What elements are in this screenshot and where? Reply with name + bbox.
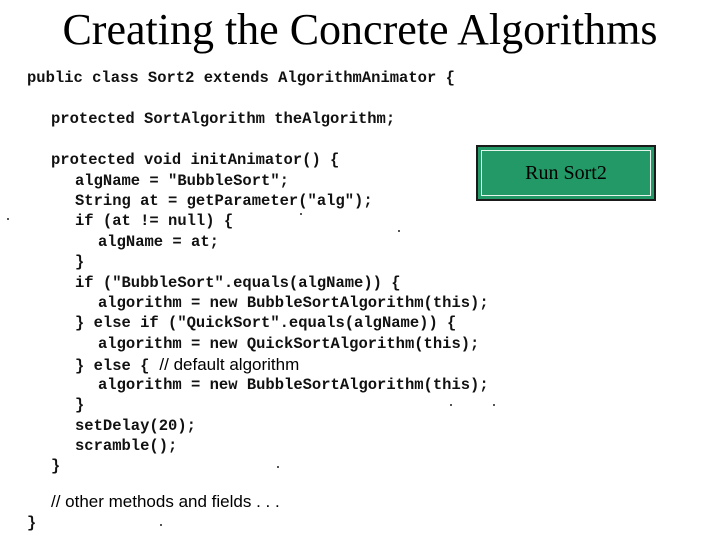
code-line	[51, 151, 339, 169]
code-text: if ("BubbleSort".equals(algName)) {	[75, 274, 401, 292]
slide-title: Creating the Concrete Algorithms	[62, 5, 658, 54]
code-text: }	[51, 457, 61, 475]
scan-speck	[7, 218, 9, 220]
code-text: if (at != null) {	[75, 212, 234, 230]
code-text: public class Sort2 extends AlgorithmAnimator {	[27, 69, 455, 87]
code-text: protected SortAlgorithm theAlgorithm;	[51, 110, 396, 128]
code-line	[27, 514, 36, 532]
run-sort2-button[interactable]	[476, 145, 656, 201]
code-line	[75, 253, 84, 271]
code-text: scramble();	[75, 437, 178, 455]
code-line	[75, 314, 456, 332]
code-text: algorithm = new BubbleSortAlgorithm(this);	[98, 294, 489, 312]
code-line	[98, 233, 219, 251]
code-line	[98, 294, 489, 312]
code-text: protected void initAnimator() {	[51, 151, 340, 169]
scan-speck	[450, 404, 452, 406]
code-line	[75, 396, 84, 414]
code-text: }	[75, 253, 85, 271]
code-line	[75, 212, 233, 230]
code-line	[98, 335, 479, 353]
scan-speck	[160, 524, 162, 526]
code-text: setDelay(20);	[75, 417, 196, 435]
code-text: algorithm = new QuickSortAlgorithm(this);	[98, 335, 480, 353]
code-comment: // default algorithm	[159, 355, 300, 374]
code-line	[51, 492, 280, 512]
code-text: algName = at;	[98, 233, 219, 251]
code-line	[75, 437, 177, 455]
code-text: } else {	[75, 357, 150, 375]
code-text: algName = "BubbleSort";	[75, 172, 289, 190]
code-text: }	[27, 514, 37, 532]
scan-speck	[493, 404, 495, 406]
code-text: }	[75, 396, 85, 414]
code-comment: // other methods and fields . . .	[51, 492, 280, 511]
run-button-label: Run Sort2	[525, 161, 607, 184]
code-text: String at = getParameter("alg");	[75, 192, 373, 210]
code-line	[75, 172, 289, 190]
code-line	[75, 192, 373, 210]
scan-speck	[277, 466, 279, 468]
code-text: } else if ("QuickSort".equals(algName)) {	[75, 314, 457, 332]
code-line	[75, 274, 401, 292]
code-line	[98, 376, 489, 394]
code-line	[75, 417, 196, 435]
code-line	[75, 355, 299, 375]
code-line	[27, 69, 455, 87]
scan-speck	[398, 230, 400, 232]
code-line	[51, 110, 395, 128]
code-line	[51, 457, 60, 475]
code-text: algorithm = new BubbleSortAlgorithm(this);	[98, 376, 489, 394]
scan-speck	[300, 213, 302, 215]
